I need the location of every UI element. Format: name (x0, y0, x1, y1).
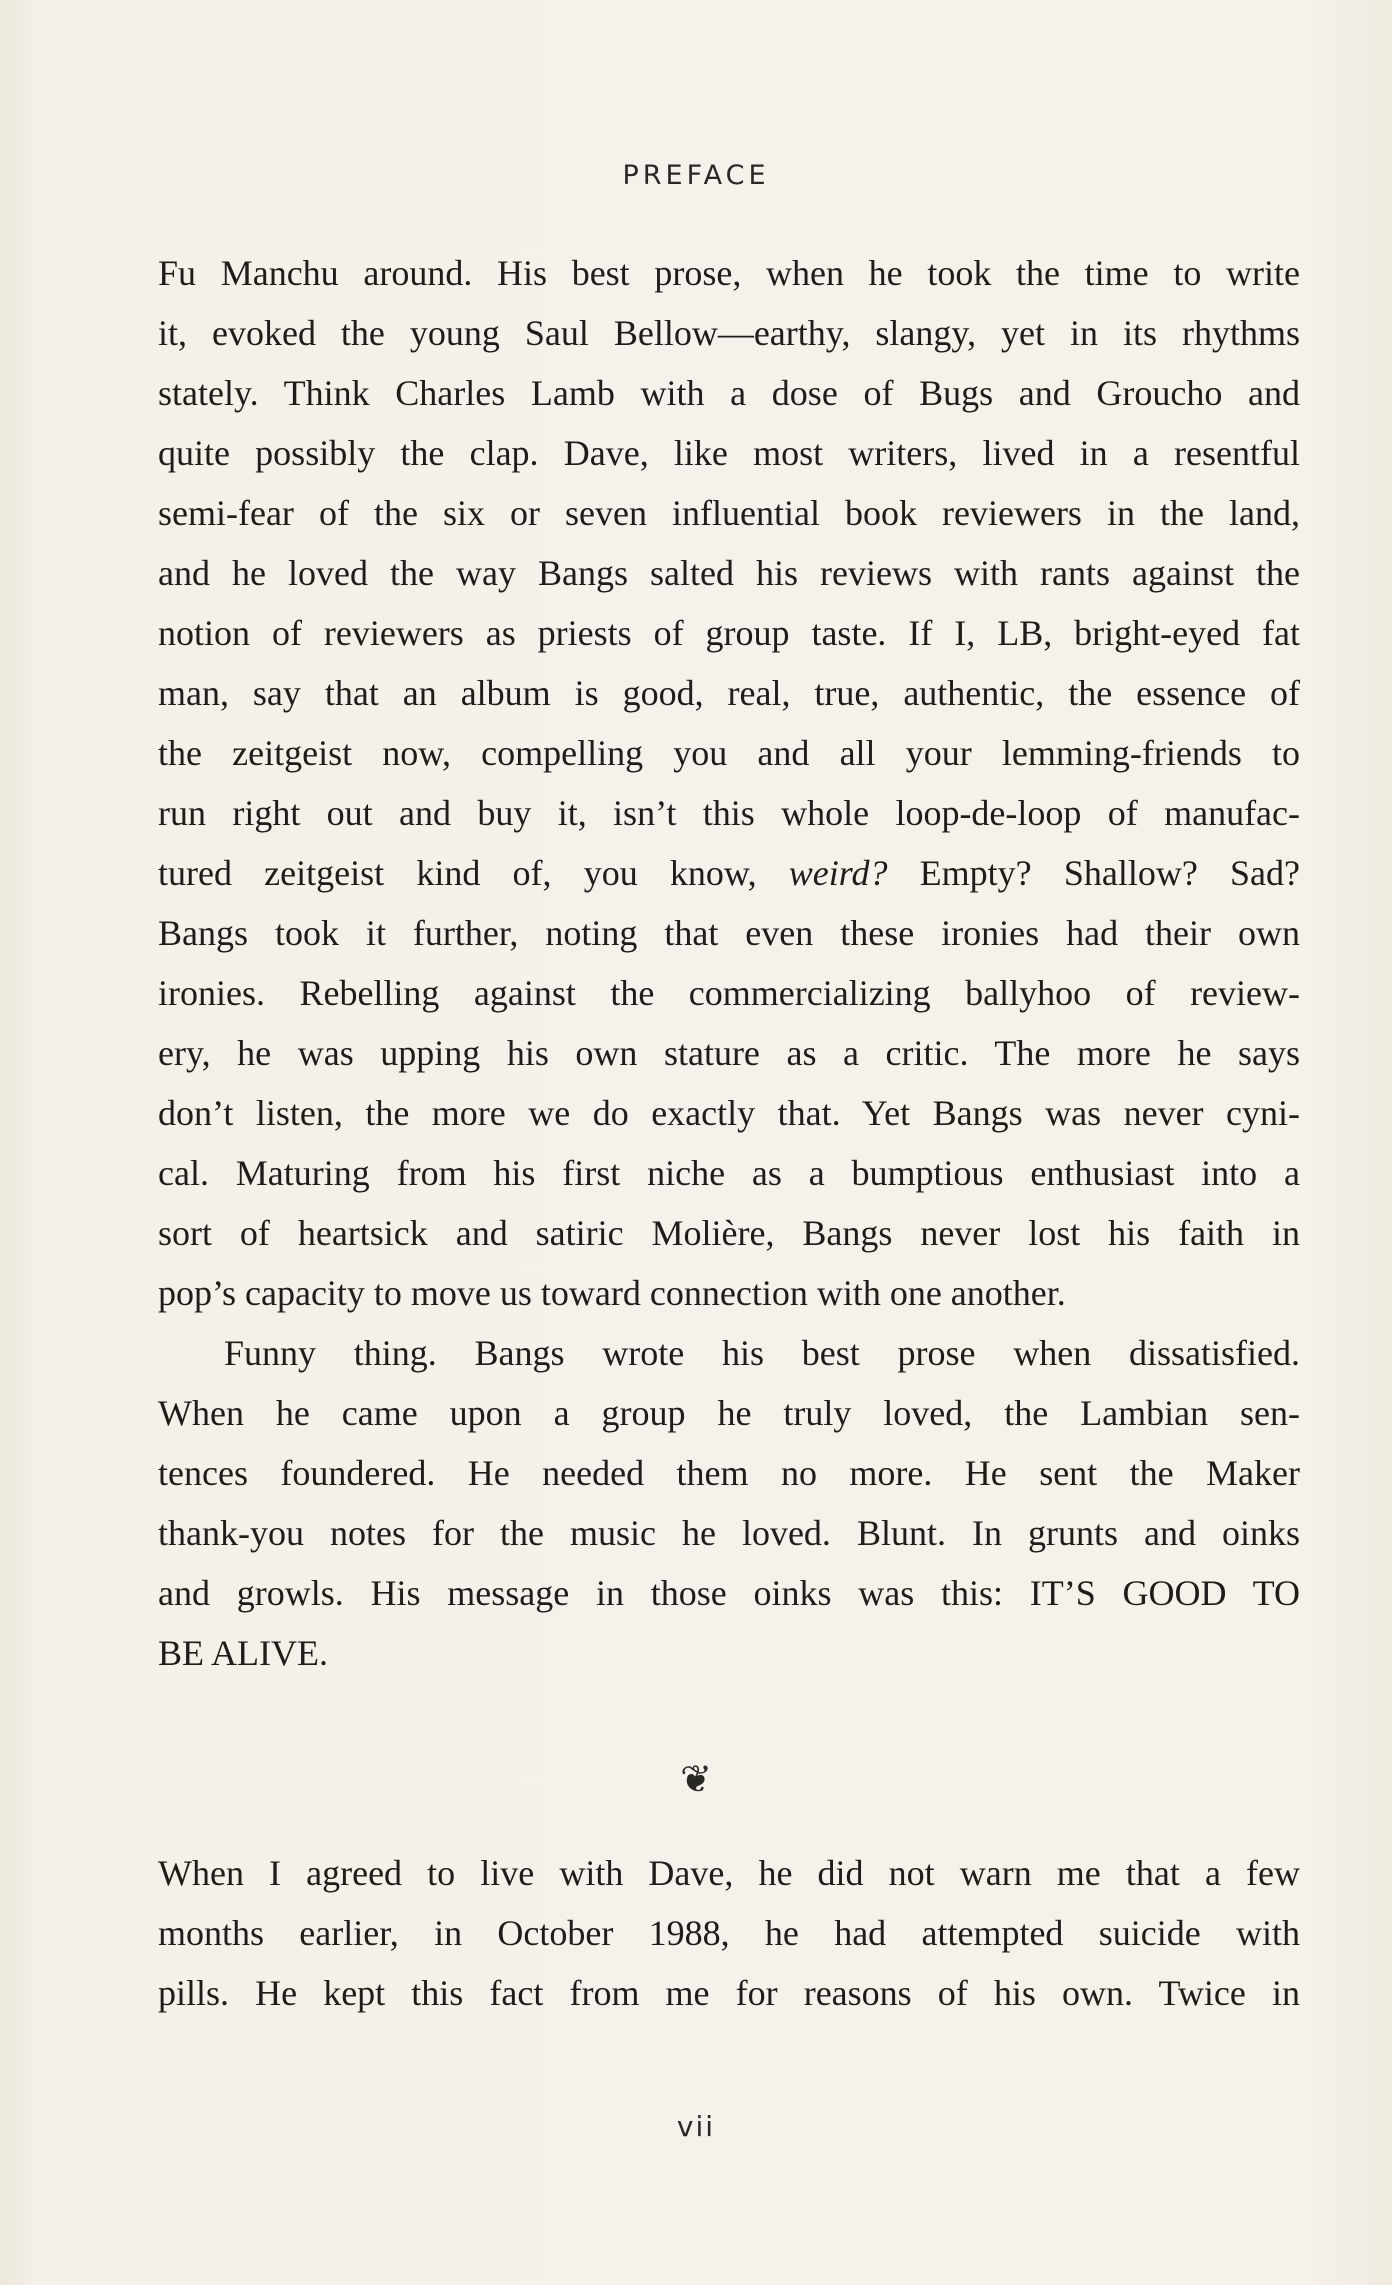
text-line: and growls. His message in those oinks was this: IT’S GOOD TO (158, 1573, 1300, 1613)
text-line: Bangs took it further, noting that even these ironies had their own (158, 913, 1300, 953)
text-segment: Empty? Shallow? Sad? (887, 853, 1300, 893)
text-line: Fu Manchu around. His best prose, when he took the time to write (158, 253, 1300, 293)
text-line: and he loved the way Bangs salted his reviews with rants against the (158, 553, 1300, 593)
text-block-main (158, 243, 1300, 1683)
text-line-with-italic (158, 843, 1300, 903)
text-line: tences foundered. He needed them no more. He sent the Maker (158, 1453, 1300, 1493)
text-block-continued (158, 1843, 1300, 2023)
text-line: BE ALIVE. (158, 1633, 328, 1673)
text-line: run right out and buy it, isn’t this whole loop-de-loop of manufac- (158, 793, 1300, 833)
text-line: Funny thing. Bangs wrote his best prose when dissatisfied. (224, 1333, 1300, 1373)
text-line: stately. Think Charles Lamb with a dose of Bugs and Groucho and (158, 373, 1300, 413)
text-line: don’t listen, the more we do exactly that. Yet Bangs was never cyni- (158, 1093, 1300, 1133)
text-line: cal. Maturing from his first niche as a bumptious enthusiast into a (158, 1153, 1300, 1193)
running-head: PREFACE (622, 160, 770, 191)
text-line: sort of heartsick and satiric Molière, Bangs never lost his faith in (158, 1213, 1300, 1253)
text-line: pills. He kept this fact from me for reasons of his own. Twice in (158, 1973, 1300, 2013)
text-segment: tured zeitgeist kind of, you know, (158, 853, 789, 893)
text-line: the zeitgeist now, compelling you and all your lemming-friends to (158, 733, 1300, 773)
text-line: semi-fear of the six or seven influential book reviewers in the land, (158, 493, 1300, 533)
text-line: man, say that an album is good, real, true, authentic, the essence of (158, 673, 1300, 713)
text-line: ery, he was upping his own stature as a critic. The more he says (158, 1033, 1300, 1073)
text-line: ironies. Rebelling against the commercializing ballyhoo of review- (158, 973, 1300, 1013)
text-line: it, evoked the young Saul Bellow—earthy, slangy, yet in its rhythms (158, 313, 1300, 353)
text-line: thank-you notes for the music he loved. Blunt. In grunts and oinks (158, 1513, 1300, 1553)
text-line: When I agreed to live with Dave, he did not warn me that a few (158, 1853, 1300, 1893)
section-break-ornament-icon: ❦ (680, 1759, 712, 1801)
text-line: When he came upon a group he truly loved, the Lambian sen- (158, 1393, 1300, 1433)
text-line: notion of reviewers as priests of group taste. If I, LB, bright-eyed fat (158, 613, 1300, 653)
text-line: months earlier, in October 1988, he had attempted suicide with (158, 1913, 1300, 1953)
page-number: vii (676, 2110, 716, 2143)
text-line: quite possibly the clap. Dave, like most writers, lived in a resentful (158, 433, 1300, 473)
text-line: pop’s capacity to move us toward connection with one another. (158, 1273, 1066, 1313)
italic-word: weird? (788, 853, 888, 893)
